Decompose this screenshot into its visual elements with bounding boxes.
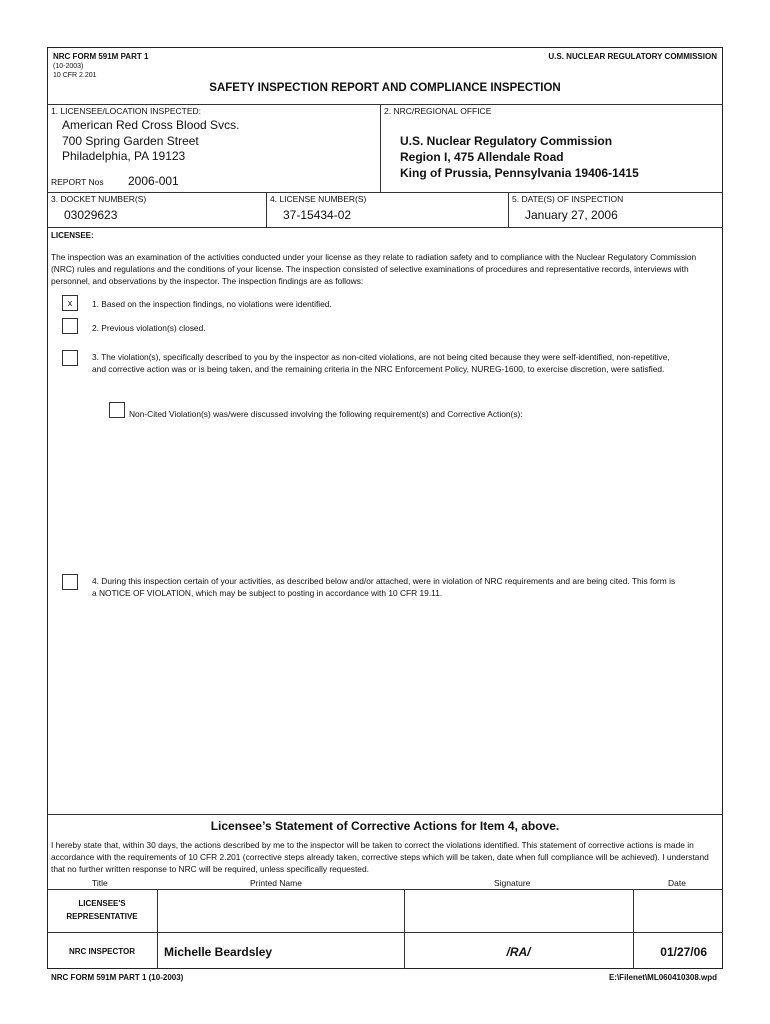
report-number: 2006-001 [128, 174, 179, 188]
page-title: SAFETY INSPECTION REPORT AND COMPLIANCE INSPECTION [209, 82, 561, 94]
item-4-checkbox[interactable] [62, 574, 78, 590]
item-3-text: 3. The violation(s), specifically described to you by the inspector as non-cited violations, are not being cited because they were self-identified, non-repetitive, and corrective action was or is being taken, and the remaining criteria in the NRC Enforcement Policy, NUREG-1600, to exercise discretion, were satisfied. [92, 352, 670, 374]
rep-name-field[interactable] [158, 890, 403, 931]
licensee-heading: LICENSEE: [51, 231, 94, 240]
rep-signature-field[interactable] [405, 890, 632, 931]
form-cfr: 10 CFR 2.201 [53, 72, 97, 79]
rep-date-field[interactable] [634, 890, 722, 931]
office-label: 2. NRC/REGIONAL OFFICE [384, 106, 492, 116]
docket-number: 03029623 [64, 208, 118, 222]
licensee-city: Philadelphia, PA 19123 [62, 149, 186, 163]
item-3-checkbox[interactable] [62, 350, 78, 366]
ncv-checkbox[interactable] [109, 402, 125, 418]
dates-label: 5. DATE(S) OF INSPECTION [512, 194, 624, 204]
intro-paragraph: The inspection was an examination of the activities conducted under your license as they relate to radiation safety and to compliance with the Nuclear Regulatory Commission (NRC) rules and regulations and the conditions of your license. The inspection consisted of selective examinations of procedures and representative records, interviews with personnel, and observations by the inspector. The inspection findings are as follows: [51, 252, 697, 286]
licensee-label: 1. LICENSEE/LOCATION INSPECTED: [51, 106, 202, 116]
office-line-1: U.S. Nuclear Regulatory Commission [400, 134, 613, 148]
rep-label-line-2: REPRESENTATIVE [66, 912, 138, 921]
license-number: 37-15434-02 [283, 208, 352, 222]
ncv-text: Non-Cited Violation(s) was/were discussed involving the following requirement(s) and Corrective Action(s): [129, 409, 523, 419]
item-2-text: 2. Previous violation(s) closed. [92, 323, 206, 333]
col-printed-name: Printed Name [250, 878, 302, 888]
col-signature: Signature [494, 878, 531, 888]
inspector-date: 01/27/06 [660, 945, 707, 959]
col-date: Date [668, 878, 686, 888]
item-2-checkbox[interactable] [62, 318, 78, 334]
statement-text: I hereby state that, within 30 days, the actions described by me to the inspector will be taken to correct the violations identified. This statement of corrective actions is made in accordance with the requirements of 10 CFR 2.201 (corrective steps already taken, corrective steps which will be taken, date when full compliance will be achieved). I understand that no further written response to NRC will be required, unless specifically requested. [51, 840, 709, 874]
form-name: NRC FORM 591M PART 1 [53, 52, 149, 61]
inspector-name: Michelle Beardsley [164, 945, 273, 959]
agency-name: U.S. NUCLEAR REGULATORY COMMISSION [548, 52, 717, 61]
footer-form-name: NRC FORM 591M PART 1 (10-2003) [51, 973, 184, 982]
col-title: Title [92, 878, 108, 888]
inspector-label: NRC INSPECTOR [68, 947, 136, 956]
rep-label-line-1: LICENSEE'S [78, 899, 126, 908]
inspector-signature: /RA/ [506, 945, 531, 959]
docket-label: 3. DOCKET NUMBER(S) [51, 194, 147, 204]
license-label: 4. LICENSE NUMBER(S) [270, 194, 367, 204]
inspection-date: January 27, 2006 [525, 208, 618, 222]
office-line-3: King of Prussia, Pennsylvania 19406-1415 [400, 166, 639, 180]
item-1-text: 1. Based on the inspection findings, no violations were identified. [92, 299, 332, 309]
office-line-2: Region I, 475 Allendale Road [400, 150, 564, 164]
licensee-street: 700 Spring Garden Street [62, 134, 199, 148]
footer-file-path: E:\Filenet\ML060410308.wpd [608, 973, 717, 982]
item-1-checkbox[interactable]: x [62, 295, 78, 311]
form-revision: (10-2003) [53, 63, 84, 70]
statement-heading: Licensee’s Statement of Corrective Actions for Item 4, above. [210, 819, 560, 833]
item-4-text: 4. During this inspection certain of your activities, as described below and/or attached, were in violation of NRC requirements and are being cited. This form is a NOTICE OF VIOLATION, which may be subject to posting in accordance with 10 CFR 19.11. [92, 576, 676, 598]
report-label: REPORT Nos [51, 177, 104, 187]
licensee-name: American Red Cross Blood Svcs. [62, 118, 240, 132]
